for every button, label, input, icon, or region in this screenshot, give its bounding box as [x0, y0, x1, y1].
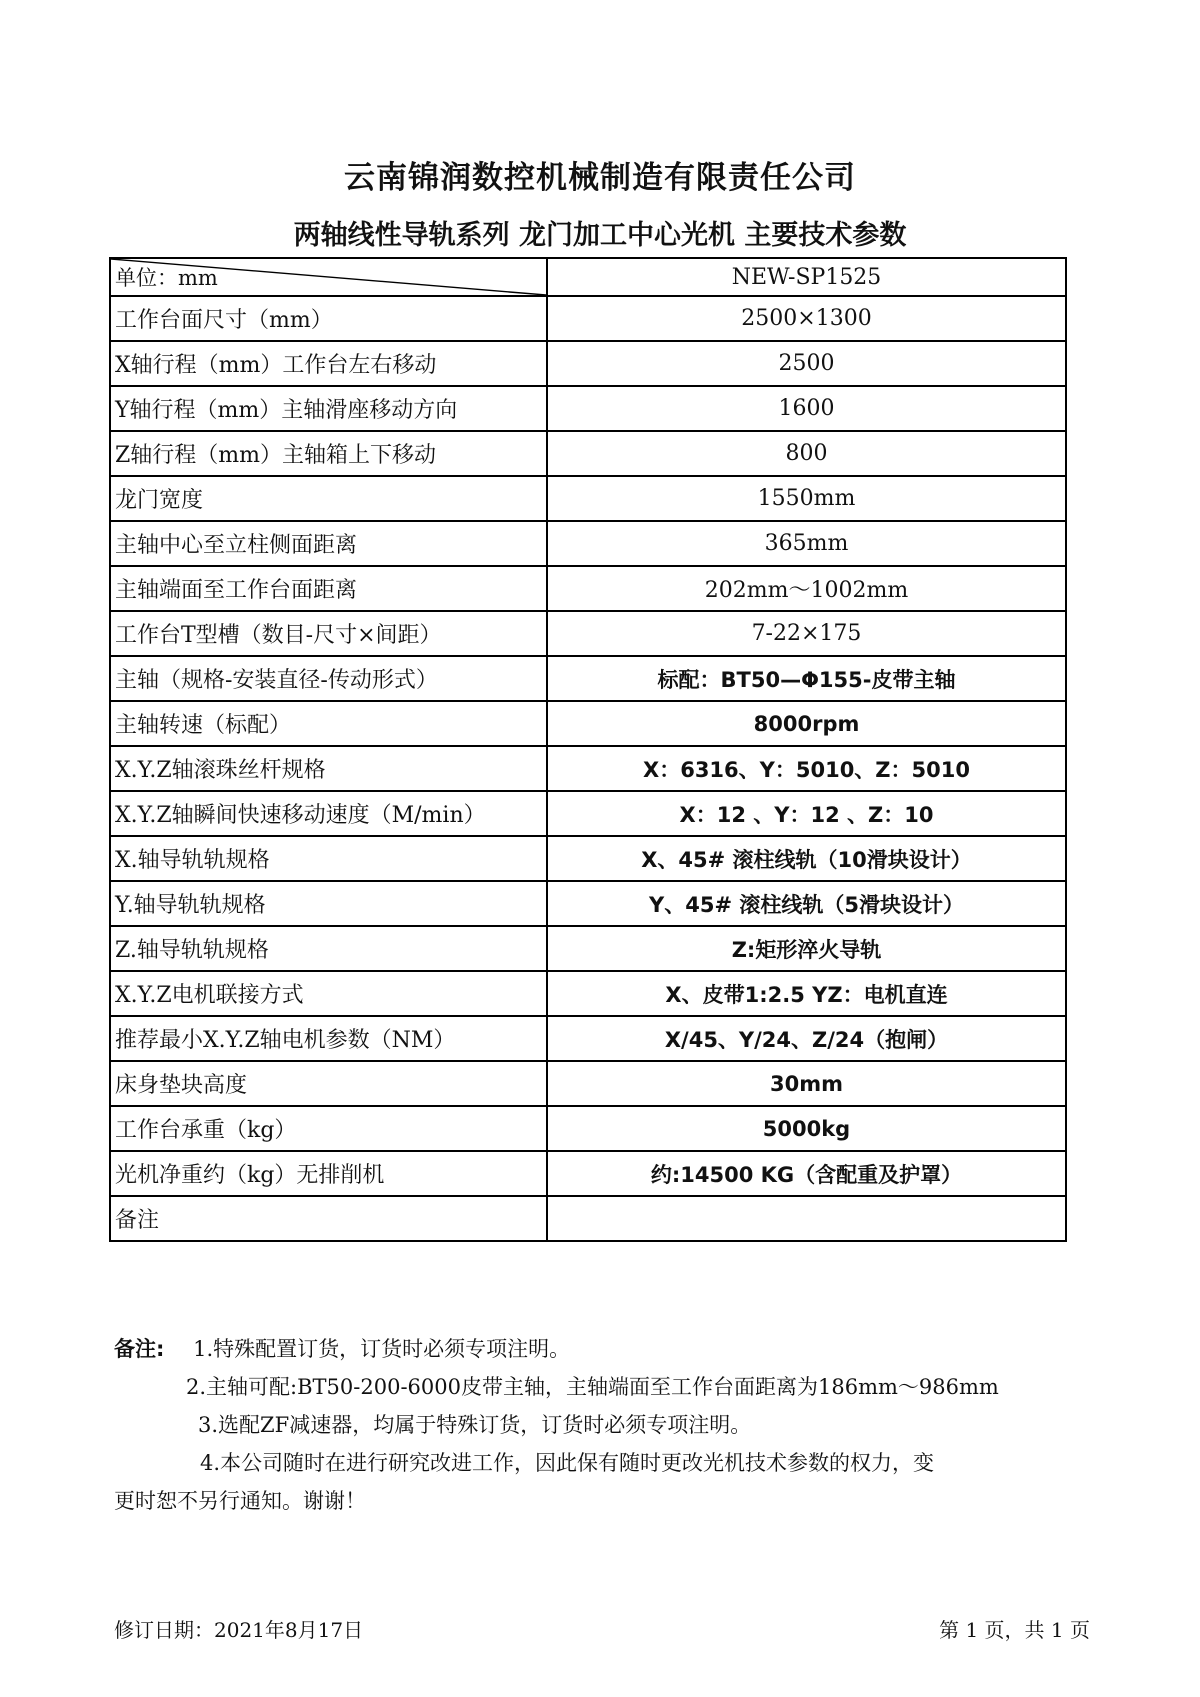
note-4-continued: 更时恕不另行通知。谢谢！: [114, 1489, 366, 1513]
row-label: 推荐最小X.Y.Z轴电机参数（NM）: [110, 1016, 547, 1061]
note-3: 3.选配ZF减速器，均属于特殊订货，订货时必须专项注明。: [198, 1413, 752, 1437]
row-label: Z轴行程（mm）主轴箱上下移动: [110, 431, 547, 476]
row-label: X.Y.Z轴瞬间快速移动速度（M/min）: [110, 791, 547, 836]
table-row: [110, 1151, 1066, 1196]
document-subtitle: 两轴线性导轨系列 龙门加工中心光机 主要技术参数: [293, 220, 907, 251]
table-row: [110, 881, 1066, 926]
row-label: 主轴端面至工作台面距离: [110, 566, 547, 611]
notes-label: 备注:: [114, 1337, 165, 1361]
row-label: 主轴转速（标配）: [110, 701, 547, 746]
row-label: Y轴行程（mm）主轴滑座移动方向: [110, 386, 547, 431]
table-row: [110, 1061, 1066, 1106]
revision-date: 修订日期：2021年8月17日: [114, 1618, 364, 1642]
table-row: [110, 611, 1066, 656]
spec-table: [109, 257, 1067, 1242]
row-value: 标配：BT50—Φ155-皮带主轴: [547, 656, 1066, 701]
row-value: [547, 1196, 1066, 1241]
table-row: [110, 1106, 1066, 1151]
row-label: 光机净重约（kg）无排削机: [110, 1151, 547, 1196]
row-value: 5000kg: [547, 1106, 1066, 1151]
row-label: X.Y.Z电机联接方式: [110, 971, 547, 1016]
row-label: 工作台面尺寸（mm）: [110, 296, 547, 341]
table-row: [110, 836, 1066, 881]
header-unit-label: 单位：mm: [115, 266, 218, 290]
row-label: Z.轴导轨轨规格: [110, 926, 547, 971]
table-row: [110, 431, 1066, 476]
table-row: [110, 791, 1066, 836]
table-row: [110, 476, 1066, 521]
row-value: 800: [547, 431, 1066, 476]
table-row: [110, 926, 1066, 971]
row-value: 2500: [547, 341, 1066, 386]
table-header-row: [110, 258, 1066, 296]
row-value: 1550mm: [547, 476, 1066, 521]
row-value: 202mm～1002mm: [547, 566, 1066, 611]
table-row: [110, 656, 1066, 701]
table-row: [110, 1016, 1066, 1061]
table-row: [110, 566, 1066, 611]
row-value: X、皮带1:2.5 YZ：电机直连: [547, 971, 1066, 1016]
row-label: 工作台T型槽（数目-尺寸×间距）: [110, 611, 547, 656]
row-value: 365mm: [547, 521, 1066, 566]
row-label: 主轴中心至立柱侧面距离: [110, 521, 547, 566]
table-row: [110, 521, 1066, 566]
row-value: X：12 、Y：12 、Z：10: [547, 791, 1066, 836]
table-row: [110, 341, 1066, 386]
note-1: 1.特殊配置订货，订货时必须专项注明。: [193, 1337, 571, 1361]
row-label: Y.轴导轨轨规格: [110, 881, 547, 926]
row-label: 床身垫块高度: [110, 1061, 547, 1106]
row-label: X.轴导轨轨规格: [110, 836, 547, 881]
row-value: 1600: [547, 386, 1066, 431]
table-row: [110, 971, 1066, 1016]
row-value: 30mm: [547, 1061, 1066, 1106]
row-label: X.Y.Z轴滚珠丝杆规格: [110, 746, 547, 791]
row-label: 龙门宽度: [110, 476, 547, 521]
row-label: 主轴（规格-安装直径-传动形式）: [110, 656, 547, 701]
row-value: X/45、Y/24、Z/24（抱闸）: [547, 1016, 1066, 1061]
row-label: 备注: [110, 1196, 547, 1241]
note-line-1: [114, 1330, 1074, 1368]
row-value: X、45# 滚柱线轨（10滑块设计）: [547, 836, 1066, 881]
header-unit-cell: [110, 258, 547, 296]
row-label: 工作台承重（kg）: [110, 1106, 547, 1151]
row-value: 7-22×175: [547, 611, 1066, 656]
row-value: 8000rpm: [547, 701, 1066, 746]
page-number: 第 1 页，共 1 页: [939, 1618, 1090, 1642]
table-row: [110, 746, 1066, 791]
header-model: NEW-SP1525: [547, 258, 1066, 296]
row-value: 约:14500 KG（含配重及护罩）: [547, 1151, 1066, 1196]
table-row: [110, 1196, 1066, 1241]
row-value: 2500×1300: [547, 296, 1066, 341]
row-value: X：6316、Y：5010、Z：5010: [547, 746, 1066, 791]
row-value: Y、45# 滚柱线轨（5滑块设计）: [547, 881, 1066, 926]
company-name: 云南锦润数控机械制造有限责任公司: [344, 160, 856, 196]
table-row: [110, 701, 1066, 746]
note-4: 4.本公司随时在进行研究改进工作，因此保有随时更改光机技术参数的权力，变: [200, 1451, 935, 1475]
notes-section: [114, 1330, 1074, 1520]
table-row: [110, 296, 1066, 341]
row-value: Z:矩形淬火导轨: [547, 926, 1066, 971]
note-2: 2.主轴可配:BT50-200-6000皮带主轴，主轴端面至工作台面距离为186mm～986mm: [186, 1375, 999, 1399]
table-row: [110, 386, 1066, 431]
row-label: X轴行程（mm）工作台左右移动: [110, 341, 547, 386]
